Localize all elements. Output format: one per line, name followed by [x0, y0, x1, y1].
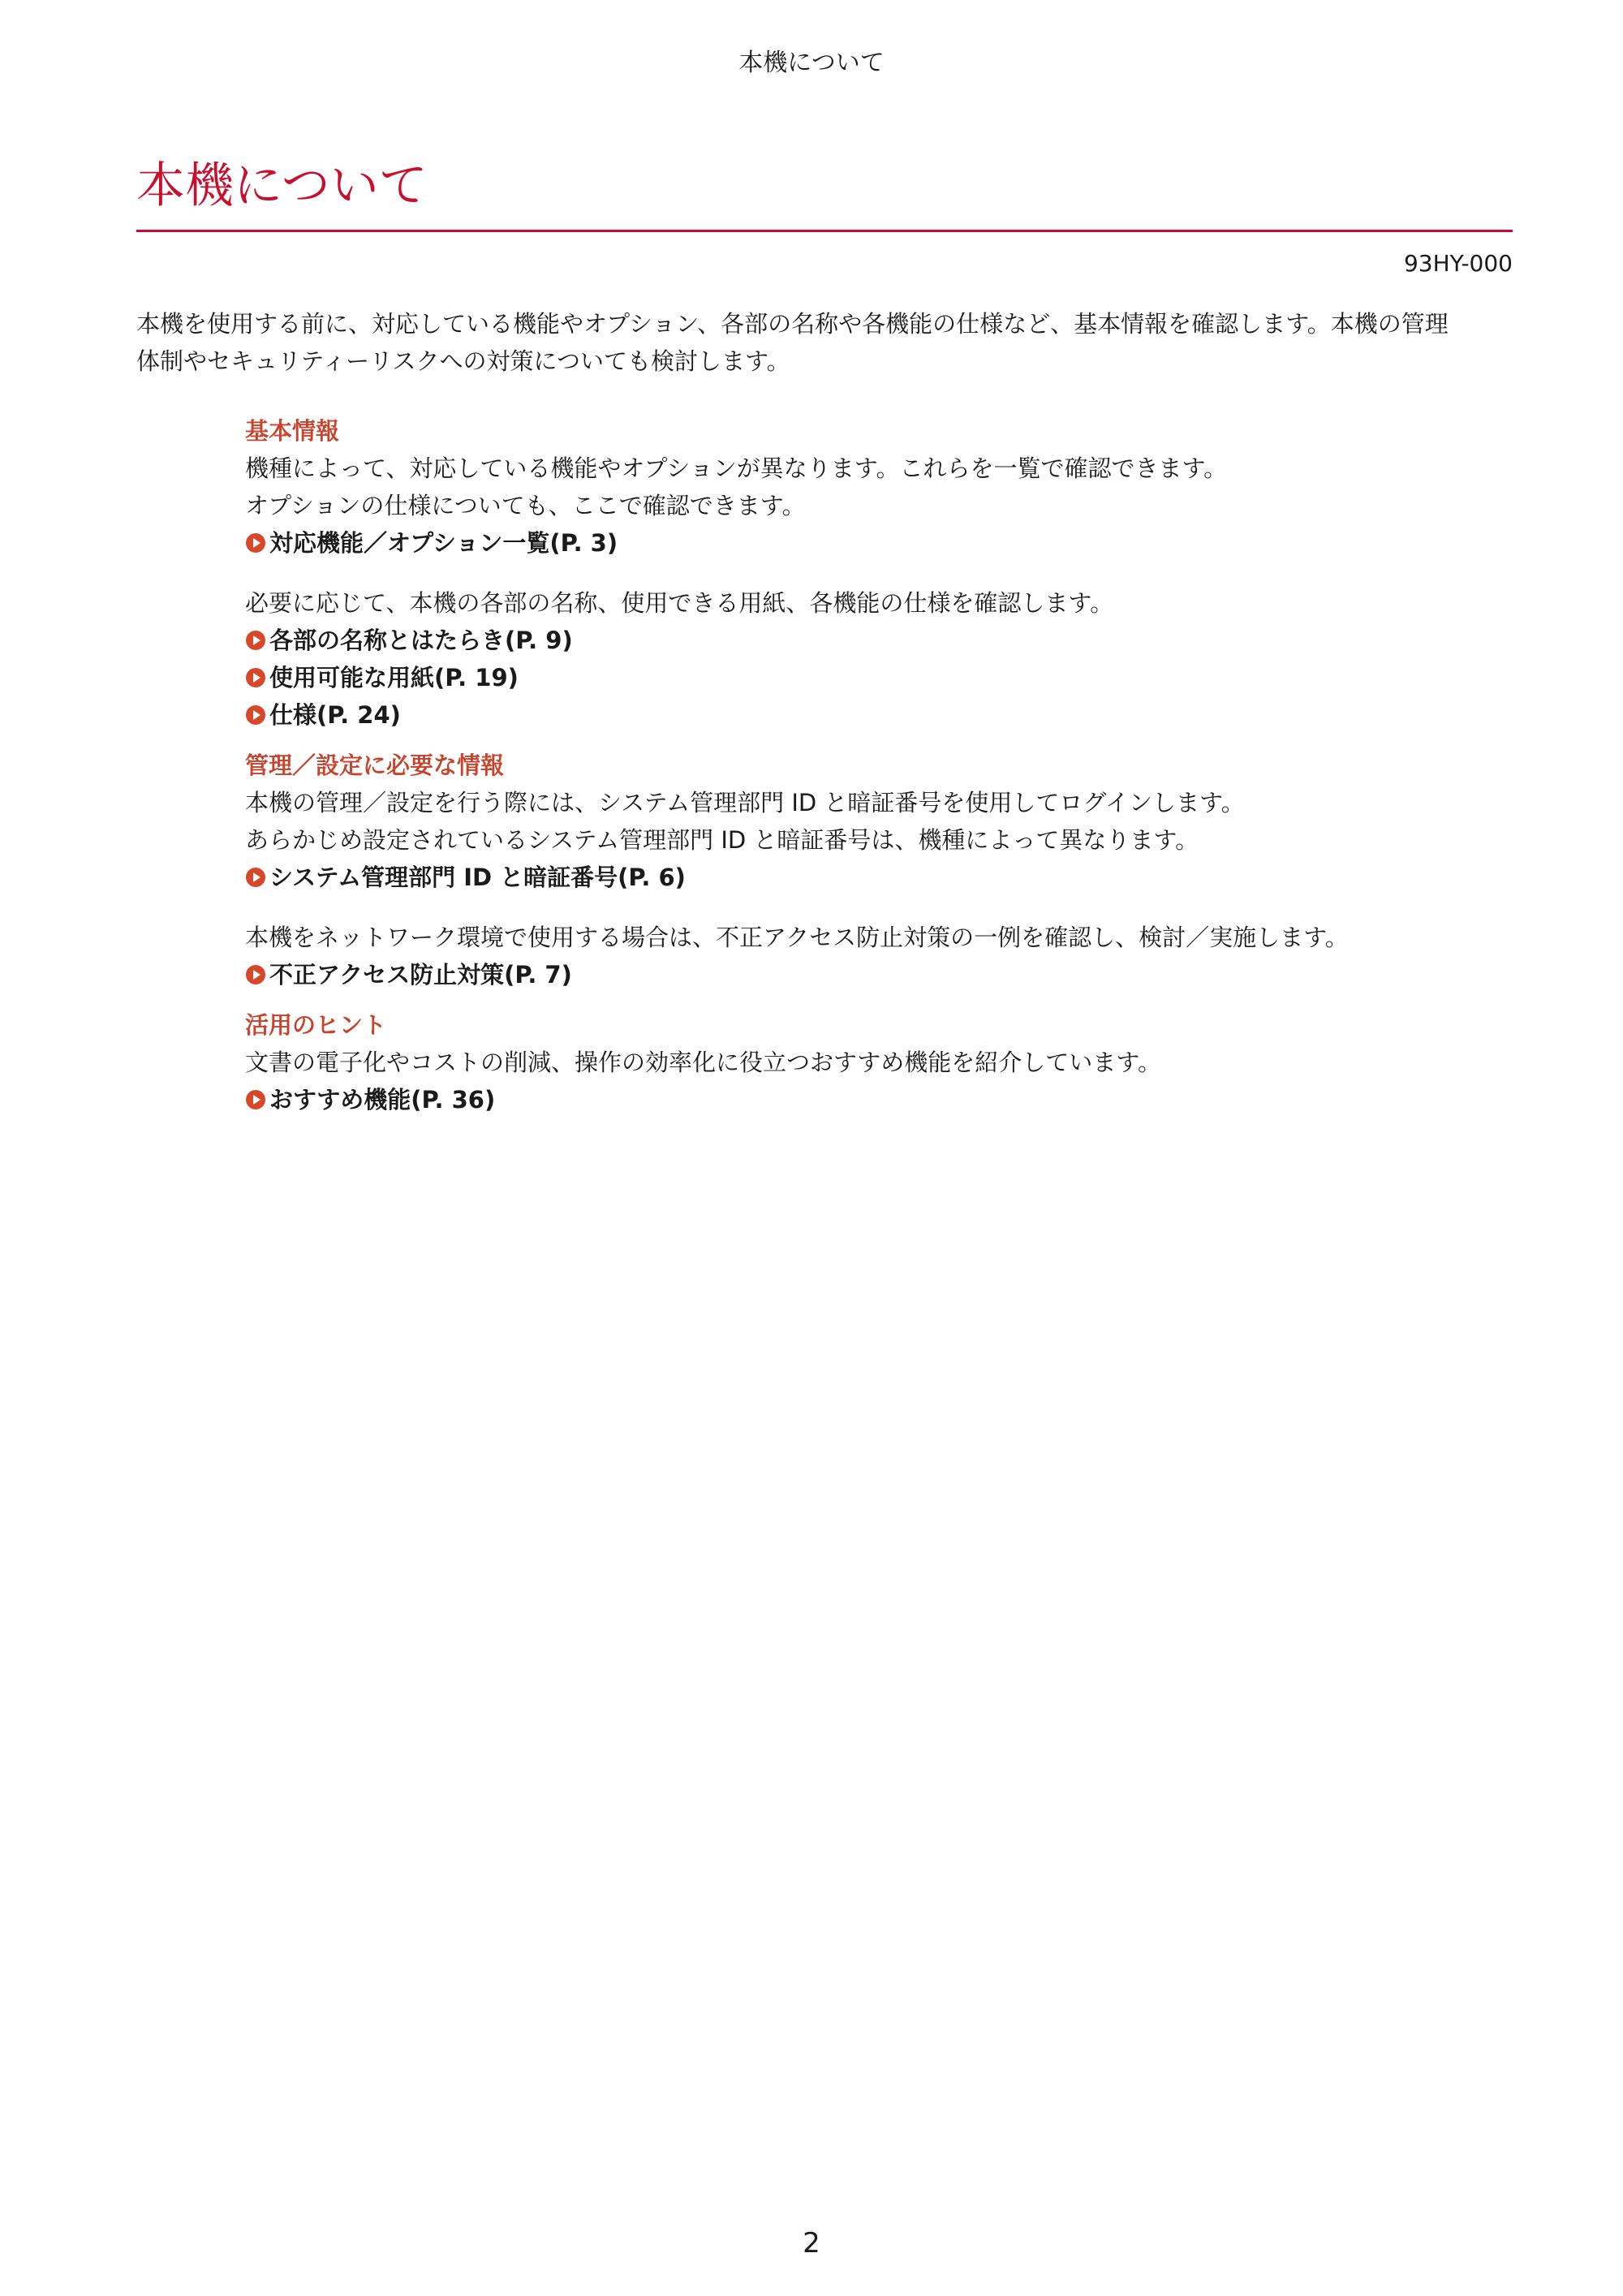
circle-right-arrow-icon	[245, 667, 266, 688]
body-text-line: あらかじめ設定されているシステム管理部門 ID と暗証番号は、機種によって異なります。	[245, 826, 1199, 854]
intro-line: 本機を使用する前に、対応している機能やオプション、各部の名称や各機能の仕様など、基本情報を確認します。本機の管理	[136, 310, 1449, 338]
link-label: おすすめ機能(P. 36)	[269, 1086, 496, 1114]
link-system-manager-id[interactable]	[245, 859, 1511, 896]
intro-paragraph	[136, 305, 1513, 380]
body-text-line: 必要に応じて、本機の各部の名称、使用できる用紙、各機能の仕様を確認します。	[245, 589, 1114, 617]
section-block	[245, 919, 1511, 993]
intro-line: 体制やセキュリティーリスクへの対策についても検討します。	[136, 347, 790, 375]
section-block	[245, 450, 1511, 562]
section-usage-tips	[245, 1006, 1511, 1118]
title-divider	[136, 230, 1513, 232]
page-title: 本機について	[136, 157, 428, 214]
link-part-names[interactable]	[245, 622, 1511, 659]
body-text-line: 本機の管理／設定を行う際には、システム管理部門 ID と暗証番号を使用してログインします。	[245, 789, 1245, 816]
circle-right-arrow-icon	[245, 964, 266, 985]
page-number: 2	[803, 2227, 820, 2259]
link-available-paper[interactable]	[245, 659, 1511, 696]
body-text-line: 本機をネットワーク環境で使用する場合は、不正アクセス防止対策の一例を確認し、検討／実施します。	[245, 924, 1349, 951]
link-label: 各部の名称とはたらき(P. 9)	[269, 627, 573, 654]
body-text-line: オプションの仕様についても、ここで確認できます。	[245, 492, 806, 519]
link-label: 使用可能な用紙(P. 19)	[269, 664, 519, 691]
running-header: 本機について	[738, 49, 885, 77]
link-label: 対応機能／オプション一覧(P. 3)	[269, 529, 618, 557]
section-block	[245, 1044, 1511, 1118]
section-list	[245, 412, 1511, 1131]
circle-right-arrow-icon	[245, 704, 266, 726]
link-recommended-functions[interactable]	[245, 1081, 1511, 1118]
circle-right-arrow-icon	[245, 630, 266, 651]
link-unauthorized-access-prevention[interactable]	[245, 956, 1511, 993]
link-label: システム管理部門 ID と暗証番号(P. 6)	[269, 864, 686, 891]
circle-right-arrow-icon	[245, 867, 266, 888]
circle-right-arrow-icon	[245, 1089, 266, 1110]
link-label: 仕様(P. 24)	[269, 701, 401, 729]
body-text-line: 文書の電子化やコストの削減、操作の効率化に役立つおすすめ機能を紹介しています。	[245, 1049, 1161, 1076]
body-text-line: 機種によって、対応している機能やオプションが異なります。これらを一覧で確認できます。	[245, 454, 1228, 482]
link-specifications[interactable]	[245, 696, 1511, 734]
section-basic-info	[245, 412, 1511, 734]
circle-right-arrow-icon	[245, 532, 266, 554]
link-supported-functions[interactable]	[245, 524, 1511, 562]
document-id: 93HY-000	[1403, 250, 1513, 277]
section-heading: 基本情報	[245, 417, 340, 445]
link-label: 不正アクセス防止対策(P. 7)	[269, 961, 572, 989]
section-admin-info	[245, 747, 1511, 993]
section-heading: 管理／設定に必要な情報	[245, 752, 505, 779]
section-heading: 活用のヒント	[245, 1011, 387, 1039]
section-block	[245, 784, 1511, 896]
section-block	[245, 584, 1511, 734]
